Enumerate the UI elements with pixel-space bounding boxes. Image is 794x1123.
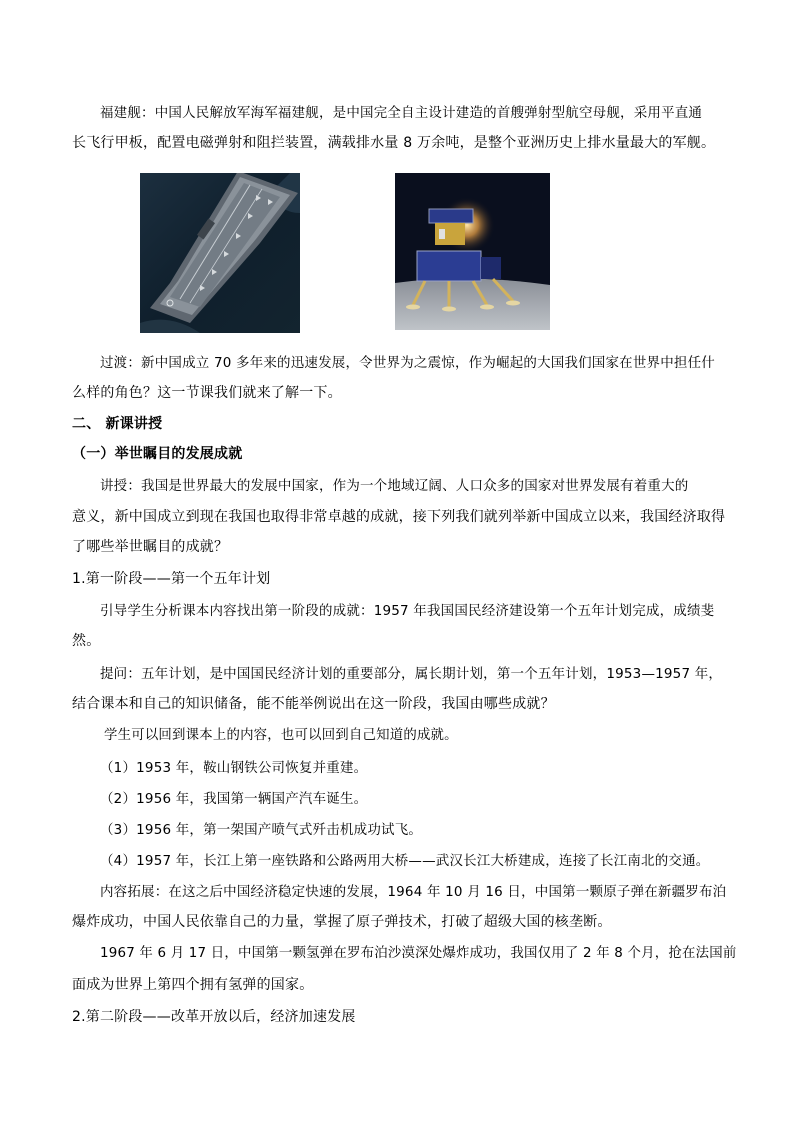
- paragraph-expand-line1: 内容拓展：在这之后中国经济稳定快速的发展，1964 年 10 月 16 日，中国第一颗原子弹在新疆罗布泊: [100, 884, 727, 900]
- list-item-1953: （1）1953 年，鞍山钢铁公司恢复并重建。: [100, 760, 368, 776]
- lunar-lander-photo-icon: [395, 173, 550, 330]
- paragraph-students: 学生可以回到课本上的内容，也可以回到自己知道的成就。: [104, 728, 458, 743]
- paragraph-guide-line2: 然。: [72, 633, 101, 649]
- list-item-1957-bridge: （4）1957 年，长江上第一座铁路和公路两用大桥——武汉长江大桥建成，连接了长江南北的交通。: [100, 853, 710, 869]
- paragraph-hbomb-line1: 1967 年 6 月 17 日，中国第一颗氢弹在罗布泊沙漠深处爆炸成功，我国仅用了 2 年 8 个月，抢在法国前: [100, 946, 737, 961]
- paragraph-fujian-line2: 长飞行甲板，配置电磁弹射和阻拦装置，满载排水量 8 万余吨，是整个亚洲历史上排水量最大的军舰。: [72, 135, 716, 151]
- aircraft-carrier-photo-icon: [140, 173, 300, 333]
- paragraph-guide-line1: 引导学生分析课本内容找出第一阶段的成就：1957 年我国国民经济建设第一个五年计划完成，成绩斐: [100, 603, 715, 619]
- paragraph-question-line1: 提问：五年计划，是中国国民经济计划的重要部分，属长期计划，第一个五年计划，1953—1957 年，: [100, 666, 723, 682]
- heading-stage-two: 2.第二阶段——改革开放以后，经济加速发展: [72, 1009, 356, 1025]
- paragraph-hbomb-line2: 面成为世界上第四个拥有氢弹的国家。: [72, 977, 314, 993]
- aircraft-carrier-image: [140, 173, 300, 333]
- paragraph-transition-line1: 过渡：新中国成立 70 多年来的迅速发展，令世界为之震惊，作为崛起的大国我们国家在世界中担任什: [100, 355, 715, 371]
- paragraph-lecture-line3: 了哪些举世瞩目的成就？: [72, 539, 229, 555]
- lunar-lander-image: [395, 173, 550, 330]
- paragraph-lecture-line1: 讲授：我国是世界最大的发展中国家，作为一个地域辽阔、人口众多的国家对世界发展有着重大的: [100, 478, 689, 494]
- list-item-1956-car: （2）1956 年，我国第一辆国产汽车诞生。: [100, 791, 368, 807]
- paragraph-lecture-line2: 意义，新中国成立到现在我国也取得非常卓越的成就，接下列我们就列举新中国成立以来，我国经济取得: [72, 509, 726, 525]
- subsection-heading-achievements: （一）举世瞩目的发展成就: [72, 446, 243, 462]
- paragraph-fujian-line1: 福建舰：中国人民解放军海军福建舰，是中国完全自主设计建造的首艘弹射型航空母舰，采用平直通: [100, 105, 703, 121]
- heading-stage-one: 1.第一阶段——第一个五年计划: [72, 571, 271, 587]
- paragraph-transition-line2: 么样的角色？这一节课我们就来了解一下。: [72, 385, 342, 401]
- section-heading-new-lesson: 二、 新课讲授: [72, 416, 163, 432]
- paragraph-expand-line2: 爆炸成功，中国人民依靠自己的力量，掌握了原子弹技术，打破了超级大国的核垄断。: [72, 914, 612, 930]
- paragraph-question-line2: 结合课本和自己的知识储备，能不能举例说出在这一阶段，我国由哪些成就？: [72, 696, 555, 712]
- list-item-1956-jet: （3）1956 年，第一架国产喷气式歼击机成功试飞。: [100, 822, 423, 838]
